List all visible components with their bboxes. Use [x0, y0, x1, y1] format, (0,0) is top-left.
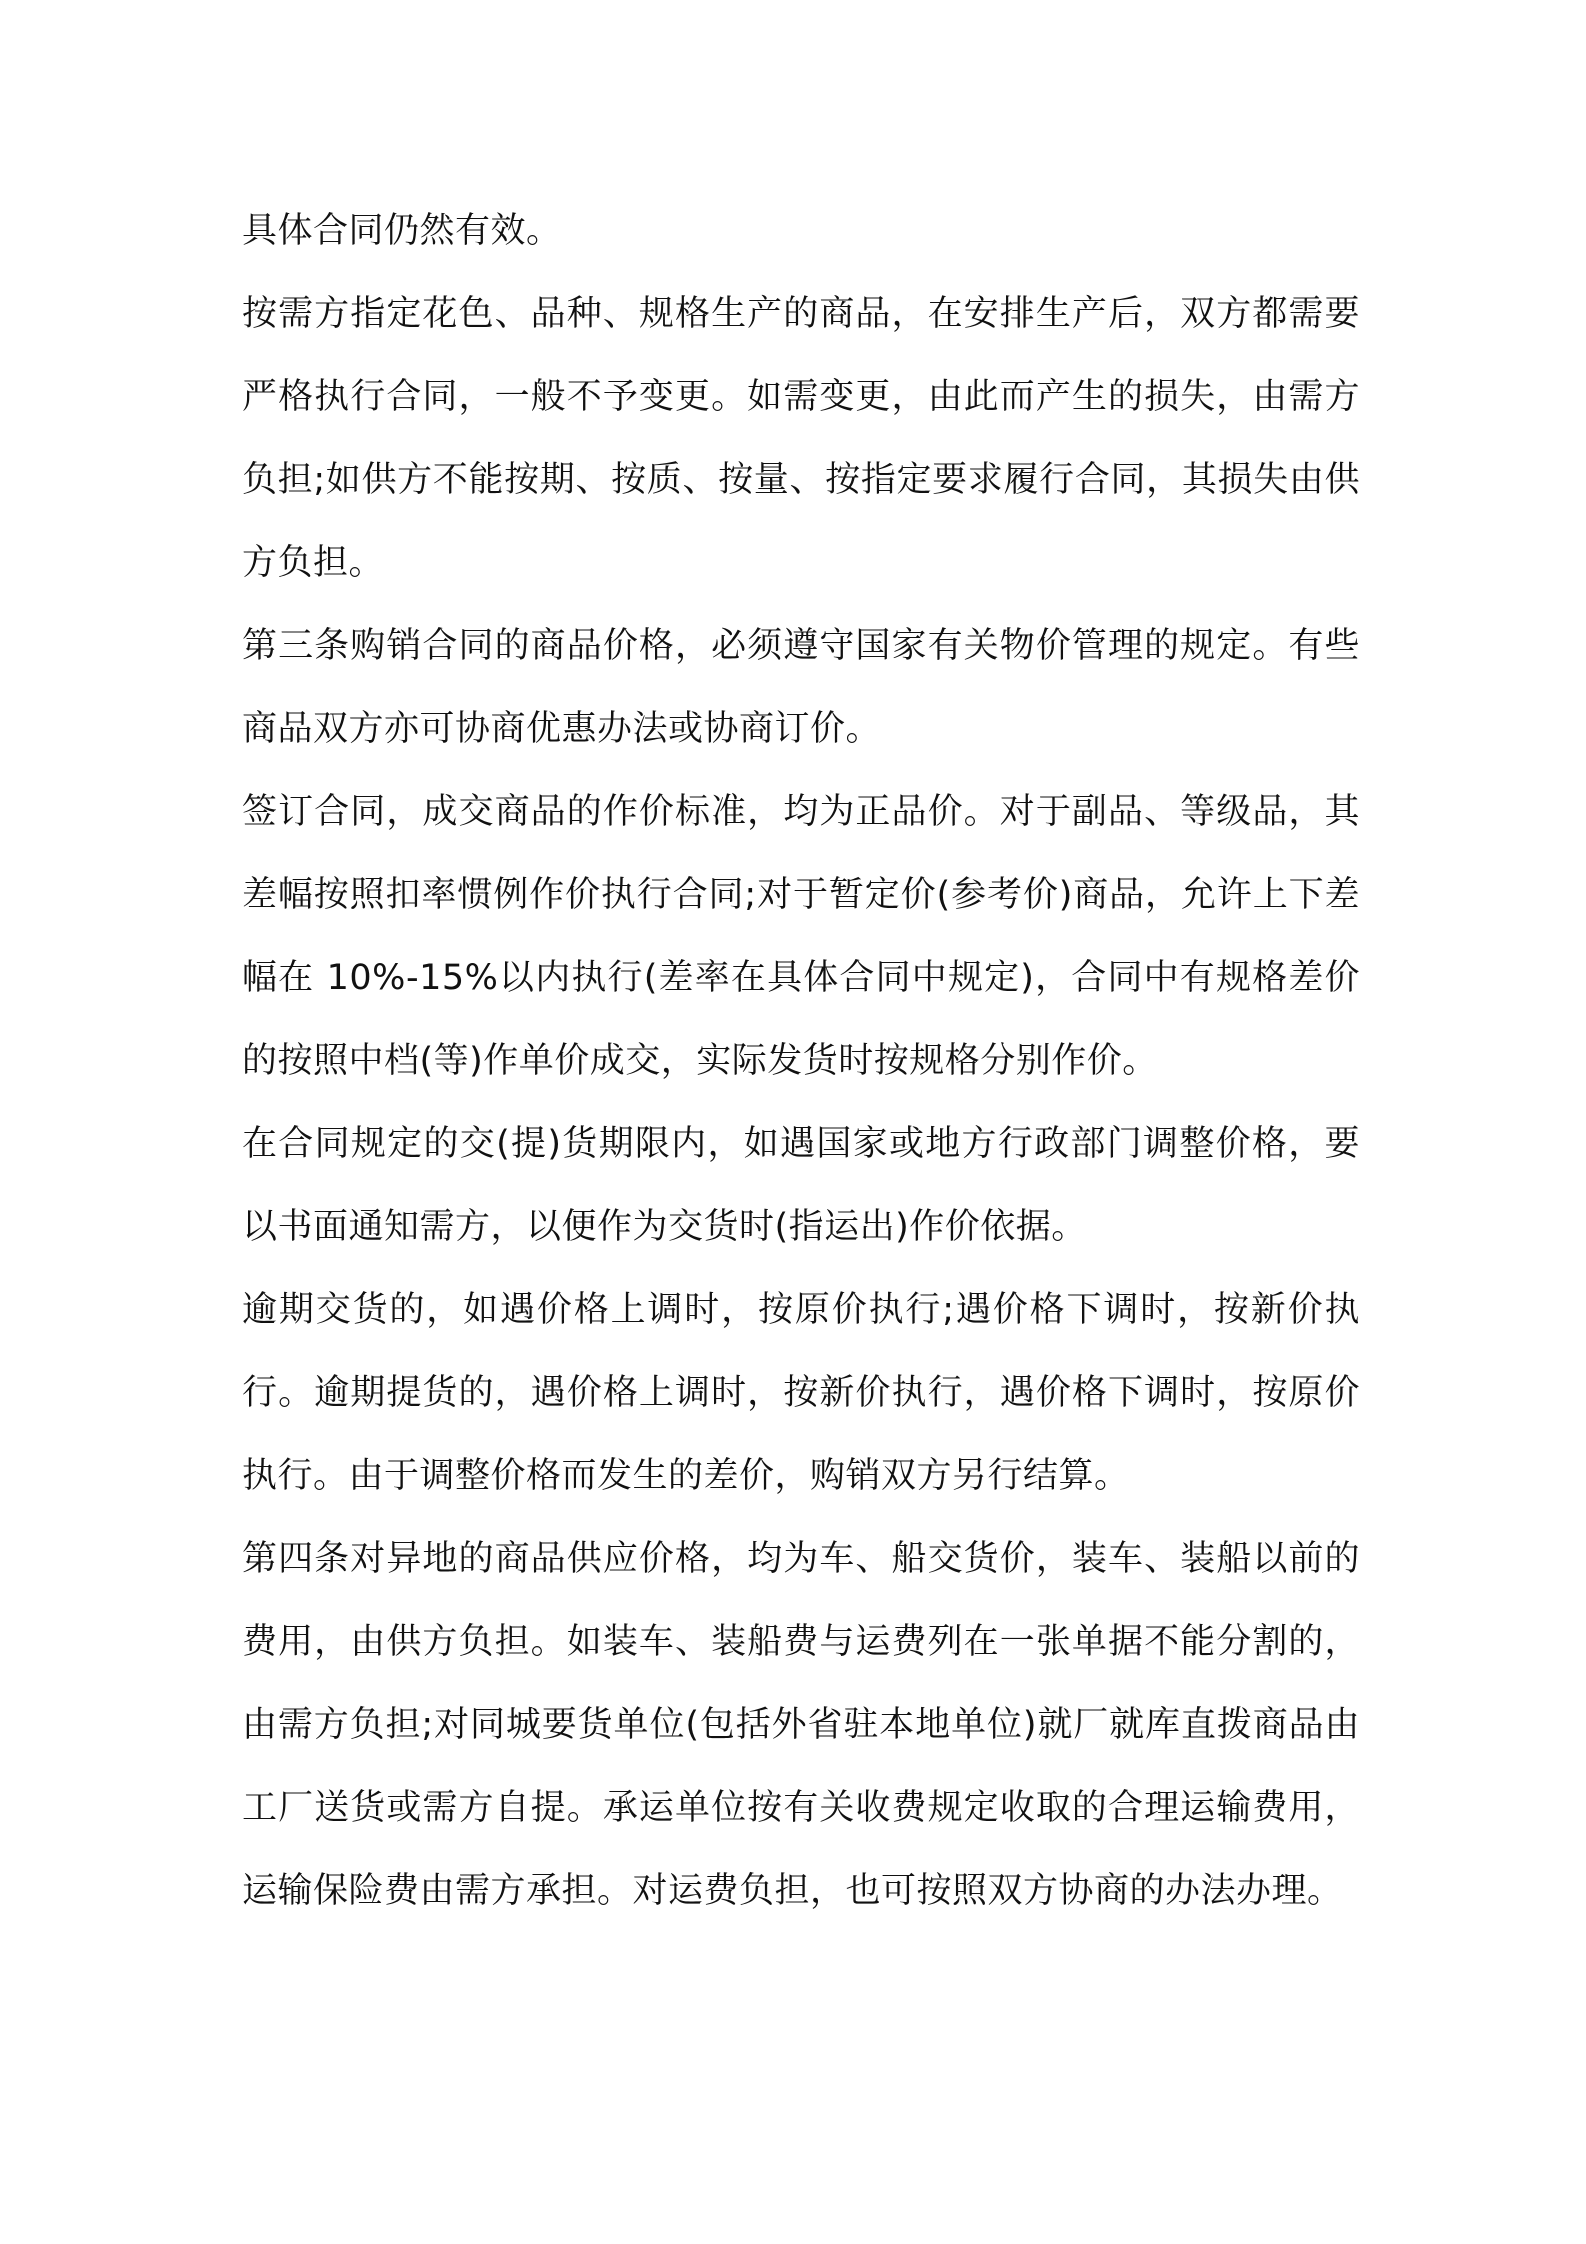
paragraph-4: 签订合同，成交商品的作价标准，均为正品价。对于副品、等级品，其差幅按照扣率惯例作价执行合同;对于暂定价(参考价)商品，允许上下差幅在 10%-15%以内执行(差率在具体合同中规定)，合同中有规格差价的按照中档(等)作单价成交，实际发货时按规格分别作价。 [242, 792, 1360, 1081]
paragraph-6: 逾期交货的，如遇价格上调时，按原价执行;遇价格下调时，按新价执行。逾期提货的，遇价格上调时，按新价执行，遇价格下调时，按原价执行。由于调整价格而发生的差价，购销双方另行结算。 [242, 1290, 1360, 1496]
paragraph-5: 在合同规定的交(提)货期限内，如遇国家或地方行政部门调整价格，要以书面通知需方，以便作为交货时(指运出)作价依据。 [242, 1124, 1360, 1247]
paragraph-2: 按需方指定花色、品种、规格生产的商品，在安排生产后，双方都需要严格执行合同，一般不予变更。如需变更，由此而产生的损失，由需方负担;如供方不能按期、按质、按量、按指定要求履行合同，其损失由供方负担。 [242, 294, 1360, 583]
paragraph-7: 第四条对异地的商品供应价格，均为车、船交货价，装车、装船以前的费用，由供方负担。如装车、装船费与运费列在一张单据不能分割的，由需方负担;对同城要货单位(包括外省驻本地单位)就厂就库直拨商品由工厂送货或需方自提。承运单位按有关收费规定收取的合理运输费用，运输保险费由需方承担。对运费负担，也可按照双方协商的办法办理。 [242, 1539, 1360, 1911]
document-body [242, 190, 1360, 1933]
paragraph-1: 具体合同仍然有效。 [242, 211, 562, 251]
paragraph-3: 第三条购销合同的商品价格，必须遵守国家有关物价管理的规定。有些商品双方亦可协商优惠办法或协商订价。 [242, 626, 1360, 749]
